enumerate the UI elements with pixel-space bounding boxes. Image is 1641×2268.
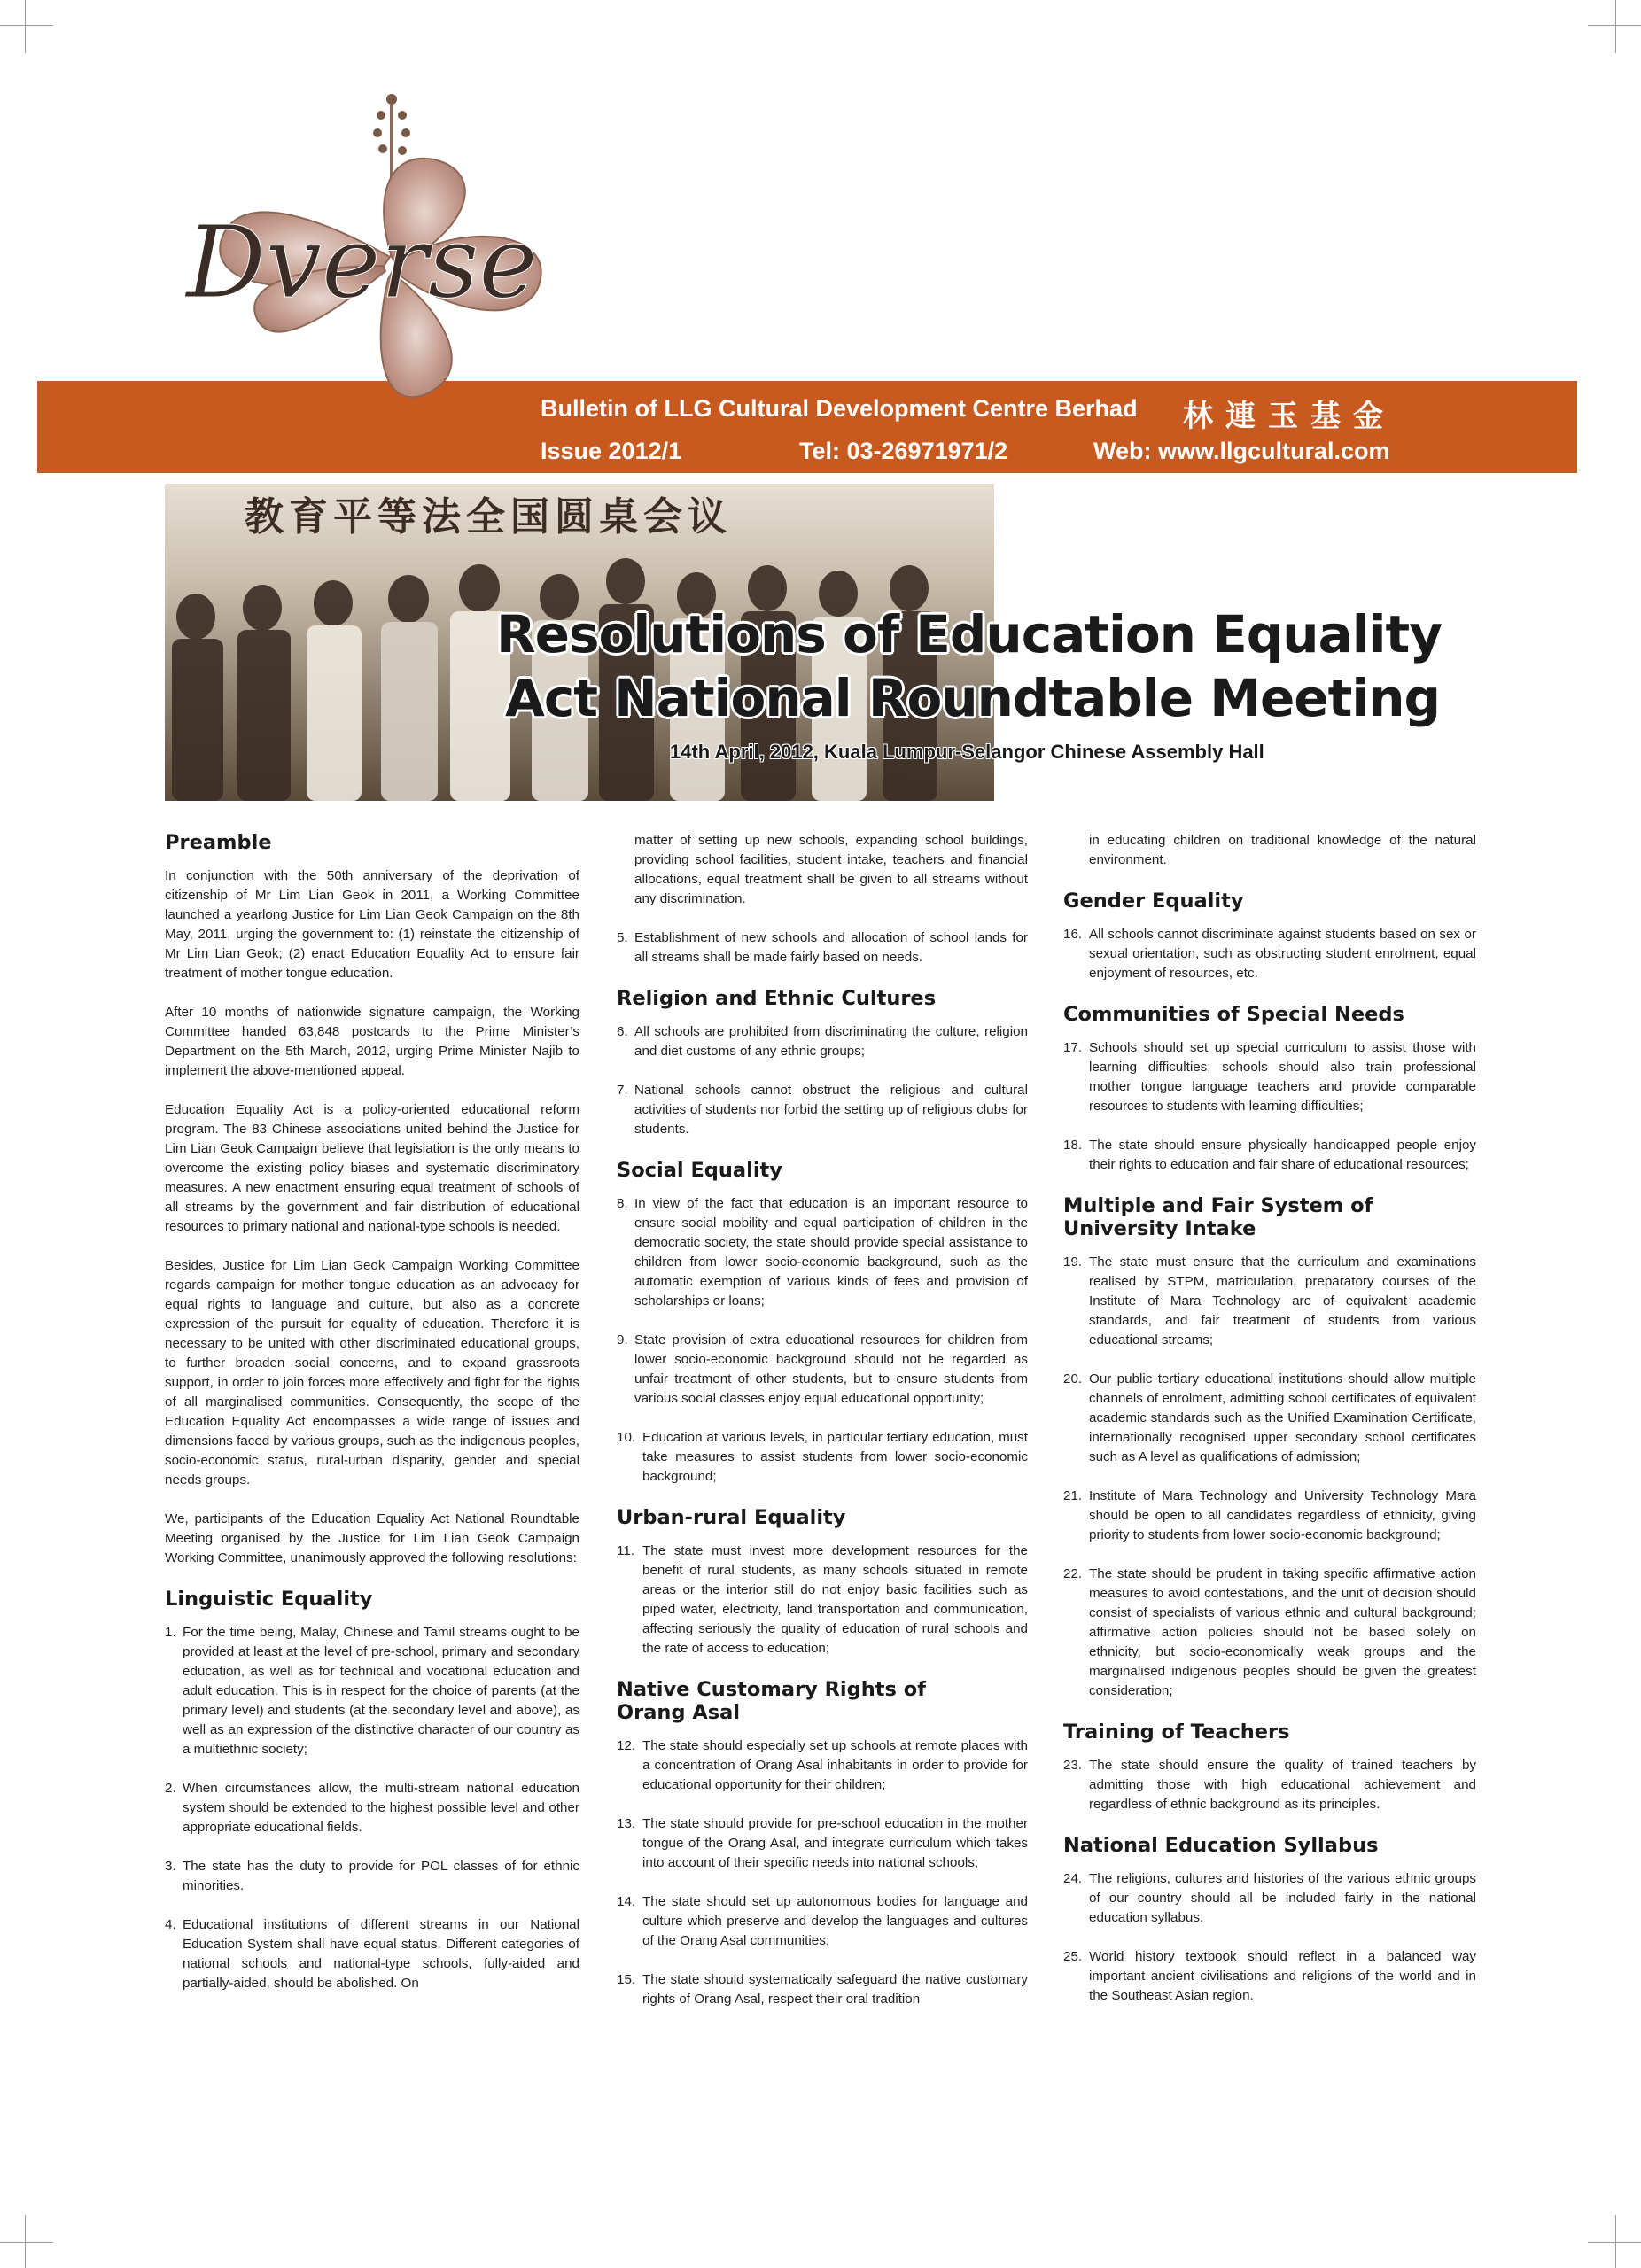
crop-mark bbox=[0, 2242, 53, 2243]
section-heading-religion: Religion and Ethnic Cultures bbox=[617, 987, 937, 1010]
paragraph: We, participants of the Education Equality Act National Roundtable Meeting organised by the Justice for Lim Lian Geok Campaign Working Committee, unanimously approved the following resolutions: bbox=[165, 1511, 579, 1565]
diverse-logo bbox=[159, 89, 603, 425]
svg-text:教育平等法全国圆桌会议: 教育平等法全国圆桌会议 bbox=[245, 494, 732, 540]
section-heading-special-needs: Communities of Special Needs bbox=[1063, 1003, 1404, 1026]
resolution-item: 20. Our public tertiary educational institutions should allow multiple channels of enrolment, admitting school certificates of equivalent academic standards such as the Unified Examination Certificate, internationally recognised upper secondary school certificates such as A level as qualifications of admission; bbox=[1063, 1371, 1476, 1464]
item-continuation: in educating children on traditional knowledge of the natural environment. bbox=[1089, 833, 1476, 867]
resolution-item: 1. For the time being, Malay, Chinese and Tamil streams ought to be provided at least at the level of pre-school, primary and secondary education, as well as for technical and vocational education and adult education. This is in respect for the choice of parents (at the primary level) and students (at the secondary level and above), as well as an expression of the distinctive character of our country as a multiethnic society; bbox=[165, 1625, 579, 1757]
section-heading-university-intake: Multiple and Fair System of University Intake bbox=[1063, 1194, 1373, 1240]
resolution-item: 7. National schools cannot obstruct the religious and cultural activities of students nor forbid the setting up of religious clubs for students. bbox=[617, 1083, 1028, 1137]
resolution-item: 10. Education at various levels, in particular tertiary education, must take measures to assist students from lower socio-economic background; bbox=[617, 1430, 1028, 1484]
resolution-item: 25. World history textbook should reflect in a balanced way important ancient civilisations and religions of the world and in the Southeast Asian region. bbox=[1063, 1949, 1476, 2003]
crop-mark bbox=[25, 0, 26, 53]
resolution-item: 2. When circumstances allow, the multi-stream national education system should be extended to the highest possible level and other appropriate educational fields. bbox=[165, 1781, 579, 1835]
resolution-item: 3. The state has the duty to provide for POL classes of for ethnic minorities. bbox=[165, 1859, 579, 1893]
article-title bbox=[496, 602, 1542, 730]
section-heading-native-rights: Native Customary Rights of Orang Asal bbox=[617, 1678, 926, 1724]
resolution-item: 16. All schools cannot discriminate against students based on sex or sexual orientation, such as obstructing student enrolment, equal enjoyment of resources, etc. bbox=[1063, 927, 1476, 981]
resolution-item: 18. The state should ensure physically handicapped people enjoy their rights to education and fair share of educational resources; bbox=[1063, 1138, 1476, 1172]
title-line-2: Act National Roundtable Meeting bbox=[505, 668, 1441, 728]
section-heading-gender: Gender Equality bbox=[1063, 889, 1244, 913]
crop-mark bbox=[1588, 2242, 1641, 2243]
resolution-item: 5. Establishment of new schools and allocation of school lands for all streams shall be made fairly based on needs. bbox=[617, 930, 1028, 965]
resolution-item: 23. The state should ensure the quality of trained teachers by admitting those with high educational achievement and regardless of ethnic background as its principles. bbox=[1063, 1758, 1476, 1812]
bulletin-title: Bulletin of LLG Cultural Development Centre Berhad bbox=[541, 395, 1138, 422]
item-continuation: matter of setting up new schools, expanding school buildings, providing school facilities, student intake, teachers and financial allocations, equal treatment shall be given to all streams without any discrimination. bbox=[634, 833, 1028, 906]
crop-mark bbox=[1615, 0, 1616, 53]
telephone: Tel: 03-26971971/2 bbox=[799, 438, 1008, 464]
paragraph: Besides, Justice for Lim Lian Geok Campaign Working Committee regards campaign for mother tongue education as an advocacy for equal rights to language and culture, but also as a concrete expression of the pursuit for equality of education. Therefore it is necessary to be united with other discriminated educational groups, to further broaden social concerns, and to expand grassroots support, in order to join forces more effectively and fight for the rights of all marginalised communities. Consequently, the scope of the Education Equality Act encompasses a wide range of issues and dimensions faced by various groups, such as the indigenous peoples, socio-economic status, rural-urban disparity, gender and special needs groups. bbox=[165, 1258, 579, 1487]
resolution-item: 21. Institute of Mara Technology and University Technology Mara should be open to all candidates regardless of ethnicity, giving priority to students from lower socio-economic background; bbox=[1063, 1488, 1476, 1542]
crop-mark bbox=[0, 25, 53, 26]
section-heading-linguistic: Linguistic Equality bbox=[165, 1588, 373, 1611]
section-heading-preamble: Preamble bbox=[165, 831, 272, 854]
crop-mark bbox=[1588, 25, 1641, 26]
section-heading-social: Social Equality bbox=[617, 1159, 782, 1182]
paragraph: In conjunction with the 50th anniversary of the deprivation of citizenship of Mr Lim Lian Geok in 2011, a Working Committee launched a yearlong Justice for Lim Lian Geok Campaign on the 8th May, 2011, urging the government to: (1) reinstate the citizenship of Mr Lim Lian Geok; (2) enact Education Equality Act to ensure fair treatment of mother tongue education. bbox=[165, 868, 579, 981]
resolution-item: 4. Educational institutions of different streams in our National Education System shall have equal status. Different categories of national schools and national-type schools, fully-aided and partially-aided, should be abolished. On bbox=[165, 1917, 579, 1991]
resolution-item: 9. State provision of extra educational resources for children from lower socio-economic background should not be regarded as unfair treatment of other students, but to ensure students from various social classes enjoy equal educational opportunity; bbox=[617, 1332, 1028, 1406]
column-2 bbox=[617, 831, 1028, 2029]
article-subtitle: 14th April, 2012, Kuala Lumpur-Selangor Chinese Assembly Hall bbox=[670, 741, 1264, 763]
resolution-item: 6. All schools are prohibited from discriminating the culture, religion and diet customs of any ethnic groups; bbox=[617, 1024, 1028, 1059]
column-1 bbox=[165, 831, 579, 2013]
section-heading-urban-rural: Urban-rural Equality bbox=[617, 1506, 846, 1529]
resolution-item: 13. The state should provide for pre-school education in the mother tongue of the Orang Asal, and integrate curriculum which takes into account of their specific needs into national schools; bbox=[617, 1816, 1028, 1870]
chinese-name: 林連玉基金 bbox=[1183, 399, 1396, 434]
title-line-1: Resolutions of Education Equality bbox=[496, 604, 1443, 664]
column-3 bbox=[1063, 831, 1476, 2025]
resolution-item: 24. The religions, cultures and histories of the various ethnic groups of our country should all be included fairly in the national education syllabus. bbox=[1063, 1871, 1476, 1925]
resolution-item: 8. In view of the fact that education is an important resource to ensure social mobility and equal participation of children in the democratic society, the state should provide special assistance to children from lower socio-economic background, such as the automatic exemption of various kinds of fees and provision of scholarships or loans; bbox=[617, 1196, 1028, 1309]
paragraph: After 10 months of nationwide signature campaign, the Working Committee handed 63,848 postcards to the Prime Minister’s Department on the 5th March, 2012, urging Prime Minister Najib to implement the above-mentioned appeal. bbox=[165, 1005, 579, 1078]
resolution-item: 12. The state should especially set up schools at remote places with a concentration of Orang Asal inhabitants in order to provide for educational opportunity for their children; bbox=[617, 1738, 1028, 1792]
resolution-item: 14. The state should set up autonomous bodies for language and culture which preserve and develop the languages and cultures of the Orang Asal communities; bbox=[617, 1894, 1028, 1948]
crop-mark bbox=[25, 2215, 26, 2268]
resolution-item: 19. The state must ensure that the curriculum and examinations realised by STPM, matriculation, preparatory courses of the Institute of Mara Technology are of equivalent academic standards, and fair treatment of students from various educational streams; bbox=[1063, 1254, 1476, 1348]
crop-mark bbox=[1615, 2215, 1616, 2268]
svg-text:Dverse: Dverse bbox=[186, 206, 538, 321]
section-heading-syllabus: National Education Syllabus bbox=[1063, 1834, 1379, 1857]
paragraph: Education Equality Act is a policy-oriented educational reform program. The 83 Chinese associations united behind the Justice for Lim Lian Geok Campaign believe that legislation is the only means to overcome the existing policy biases and systematic discriminatory measures. A new enactment ensuring equal treatment of schools of all streams by the government and fair distribution of educational resources to primary national and national-type schools is needed. bbox=[165, 1102, 579, 1234]
website: Web: www.llgcultural.com bbox=[1093, 438, 1390, 464]
issue-number: Issue 2012/1 bbox=[541, 438, 682, 464]
resolution-item: 17. Schools should set up special curriculum to assist those with learning difficulties; schools should also train professional mother tongue language teachers and provide comparable resources to students with learning difficulties; bbox=[1063, 1040, 1476, 1114]
resolution-item: 22. The state should be prudent in taking specific affirmative action measures to avoid contestations, and the unit of decision should consist of specialists of various ethnic and cultural background; affirmative action policies should not be based solely on ethnicity, but socio-economically weak groups and the marginalised indigenous peoples should be given the greatest consideration; bbox=[1063, 1566, 1476, 1698]
resolution-item: 11. The state must invest more development resources for the benefit of rural students, as many schools situated in remote areas or the interior still do not enjoy basic facilities such as piped water, electricity, land transportation and communication, affecting seriously the quality of education of rural schools and the rate of access to education; bbox=[617, 1543, 1028, 1656]
section-heading-training: Training of Teachers bbox=[1063, 1720, 1290, 1744]
resolution-item: 15. The state should systematically safeguard the native customary rights of Orang Asal, respect their oral tradition bbox=[617, 1972, 1028, 2007]
